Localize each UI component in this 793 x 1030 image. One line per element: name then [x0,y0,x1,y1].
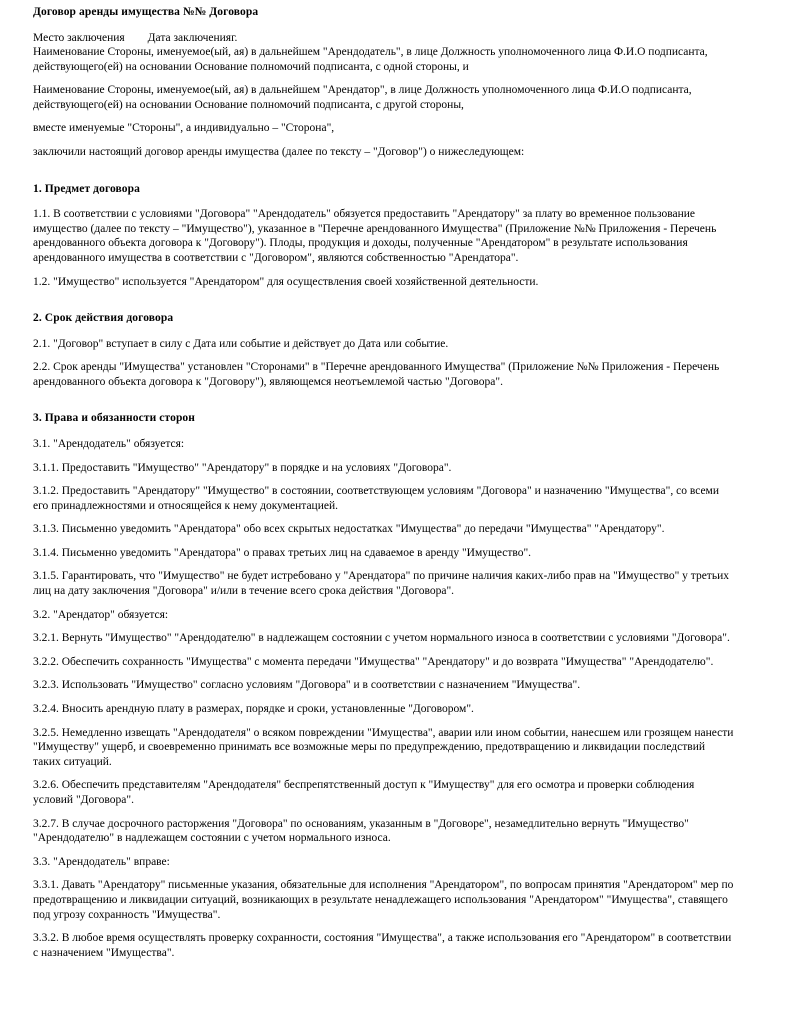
clause-3-1: 3.1. "Арендодатель" обязуется: [33,437,185,450]
clause-2-2: 2.2. Срок аренды "Имущества" установлен "Сторонами" в "Перечне арендованного Имущества" (Приложение №№ Приложения - Перечень арендованного объекта договора к "Договору"), являющемся неотъемлемой частью "Договора". [33,361,723,388]
preamble-place-date-block [33,31,735,75]
preamble-landlord-intro: Наименование Стороны, именуемое(ый, ая) в дальнейшем "Арендодатель", в лице Должность уполномоченного лица Ф.И.О подписанта, действующего(ей) на основании Основание полномочий подписанта, с одной стороны, и [33,46,711,73]
preamble-tenant-intro: Наименование Стороны, именуемое(ый, ая) в дальнейшем "Арендатор", в лице Должность уполномоченного лица Ф.И.О подписанта, действующего(ей) на основании Основание полномочий подписанта, с другой стороны, [33,84,695,111]
section-heading-subject: 1. Предмет договора [33,182,140,195]
clause-3-2-5: 3.2.5. Немедленно извещать "Арендодателя" о всяком повреждении "Имущества", аварии или ином событии, нанесшем или грозящем нанести "Имуществу" ущерб, и своевременно принимать все возможные меры по предупреждению, предотвращению и ликвидации последствий таких ситуаций. [33,726,737,768]
clause-3-2-1: 3.2.1. Вернуть "Имущество" "Арендодателю" в надлежащем состоянии с учетом нормального износа в соответствии с условиями "Договора". [33,632,730,645]
clause-3-2-7: 3.2.7. В случае досрочного расторжения "Договора" по основаниям, указанным в "Договоре", незамедлительно вернуть "Имущество" "Арендодателю" в надлежащем состоянии с учетом нормального износа. [33,817,692,845]
clause-3-3-1: 3.3.1. Давать "Арендатору" письменные указания, обязательные для исполнения "Арендатором", по вопросам принятия "Арендатором" мер по предотвращению и ликвидации ситуаций, возникающих в результате ненадлежащего использования "Арендатором" "Имущества", ставящего под угрозу сохранность "Имущества". [33,879,737,921]
section-heading-term: 2. Срок действия договора [33,312,174,325]
clause-3-2-6: 3.2.6. Обеспечить представителям "Арендодателя" беспрепятственный доступ к "Имуществу" для его осмотра и проверки соблюдения условий "Договора". [33,779,698,806]
clause-3-2-4: 3.2.4. Вносить арендную плату в размерах, порядке и сроки, установленные "Договором". [33,703,474,716]
clause-2-1: 2.1. "Договор" вступает в силу с Дата или событие и действует до Дата или событие. [33,337,449,350]
clause-3-1-2: 3.1.2. Предоставить "Арендатору" "Имущество" в состоянии, соответствующем условиям "Договора" и назначению "Имущества", со всеми его принадлежностями и относящейся к нему документацией. [33,485,722,512]
clause-3-1-5: 3.1.5. Гарантировать, что "Имущество" не будет истребовано у "Арендатора" по причине наличия каких-либо прав на "Имущество" у третьих лиц на дату заключения "Договора" и/или в течение всего срока действия "Договора". [33,570,732,598]
clause-1-2: 1.2. "Имущество" используется "Арендатором" для осуществления своей хозяйственной деятельности. [33,275,539,288]
preamble-place-and-date: Место заключения Дата заключенияг. [33,31,238,44]
preamble-conclusion-line: заключили настоящий договор аренды имущества (далее по тексту – "Договор") о нижеследующем: [33,146,525,159]
clause-3-1-4: 3.1.4. Письменно уведомить "Арендатора" о правах третьих лиц на сдаваемое в аренду "Имущество". [33,546,532,559]
section-heading-rights-obligations: 3. Права и обязанности сторон [33,412,196,425]
clause-3-3-2: 3.3.2. В любое время осуществлять проверку сохранности, состояния "Имущества", а также использования его "Арендатором" в соответствии с назначением "Имущества". [33,932,735,959]
clause-3-1-3: 3.1.3. Письменно уведомить "Арендатора" обо всех скрытых недостатках "Имущества" до передачи "Имущества" "Арендатору". [33,523,665,536]
clause-3-1-1: 3.1.1. Предоставить "Имущество" "Арендатору" в порядке и на условиях "Договора". [33,461,452,474]
preamble-parties-line: вместе именуемые "Стороны", а индивидуально – "Сторона", [33,122,335,135]
clause-1-1: 1.1. В соответствии с условиями "Договора" "Арендодатель" обязуется предоставить "Арендатору" за плату во временное пользование имущество (далее по тексту – "Имущество"), указанное в "Перечне арендованного Имущества" (Приложение №№ Приложения - Перечень арендованного объекта договора к "Договору"). Плоды, продукция и доходы, полученные "Арендатором" в результате использования арендованного имущества в соответствии с "Договором", являются собственностью "Арендатора". [33,208,720,264]
document-title: Договор аренды имущества №№ Договора [33,6,259,18]
clause-3-2-3: 3.2.3. Использовать "Имущество" согласно условиям "Договора" и в соответствии с назначением "Имущества". [33,679,581,692]
clause-3-3: 3.3. "Арендодатель" вправе: [33,855,170,868]
clause-3-2-2: 3.2.2. Обеспечить сохранность "Имущества" с момента передачи "Имущества" "Арендатору" и до возврата "Имущества" "Арендодателю". [33,655,714,668]
clause-3-2: 3.2. "Арендатор" обязуется: [33,608,169,621]
